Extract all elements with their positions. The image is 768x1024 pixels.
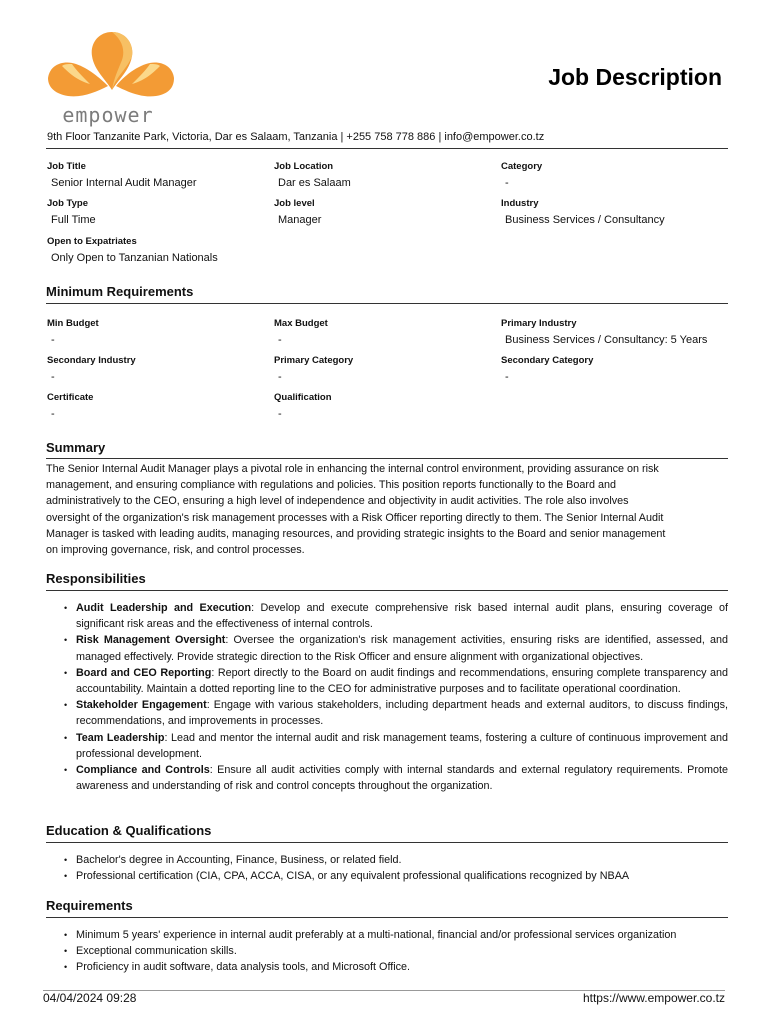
summary-line: Manager is tasked with leading audits, managing resources, and providing strategic insights to the Board and senior management: [46, 527, 666, 540]
minimum-requirements-grid: [46, 318, 728, 428]
field-value: -: [51, 334, 55, 346]
section-heading: Requirements: [46, 898, 133, 913]
field-value: Only Open to Tanzanian Nationals: [51, 252, 218, 264]
section-heading: Education & Qualifications: [46, 823, 212, 838]
field-label: Category: [501, 161, 543, 172]
bullet-icon: •: [64, 855, 68, 865]
min-budget-field: [47, 318, 267, 346]
industry-field: [501, 198, 721, 226]
field-label: Certificate: [47, 392, 94, 403]
divider: [46, 303, 728, 304]
certificate-field: [47, 392, 267, 420]
field-label: Min Budget: [47, 318, 99, 329]
field-value: Business Services / Consultancy: 5 Years: [505, 334, 708, 346]
page-footer: [43, 990, 725, 1005]
bullet-icon: •: [64, 603, 68, 613]
max-budget-field: [274, 318, 494, 346]
list-item: [46, 762, 728, 794]
bullet-icon: •: [64, 765, 68, 776]
field-label: Open to Expatriates: [47, 236, 137, 247]
company-logo: [46, 30, 178, 126]
requirements-section: [46, 898, 728, 913]
bullet-icon: •: [64, 635, 68, 646]
field-value: Business Services / Consultancy: [505, 214, 665, 226]
summary-line: The Senior Internal Audit Manager plays a pivotal role in enhancing the internal control environment, providing assurance on risk: [46, 463, 659, 475]
item-text: Minimum 5 years' experience in internal audit preferably at a multi-national, financial and/or professional services organization: [76, 929, 677, 941]
primary-industry-field: [501, 318, 721, 346]
job-type-field: [47, 198, 267, 226]
job-level-field: [274, 198, 494, 226]
summary-section: [46, 440, 728, 455]
field-label: Industry: [501, 198, 539, 209]
list-item: [46, 943, 728, 959]
item-title: Risk Management Oversight: [76, 634, 226, 647]
bullet-icon: •: [64, 732, 68, 743]
section-heading: Minimum Requirements: [46, 284, 194, 299]
bullet-icon: •: [64, 946, 68, 957]
item-text: Professional certification (CIA, CPA, ACCA, CISA, or any equivalent professional qualifications recognized by NBAA: [76, 870, 630, 883]
qualification-field: [274, 392, 494, 420]
item-text: Bachelor's degree in Accounting, Finance, Business, or related field.: [76, 854, 402, 866]
field-label: Job Title: [47, 161, 86, 172]
page-header: [46, 0, 722, 128]
list-item: [46, 600, 728, 632]
field-value: -: [278, 371, 282, 383]
field-label: Primary Category: [274, 355, 354, 366]
field-value: -: [505, 371, 509, 383]
section-heading: Summary: [46, 440, 106, 455]
job-location-field: [274, 161, 494, 189]
field-label: Job Location: [274, 161, 334, 172]
logo-petals-icon: [46, 30, 178, 102]
item-text: : Engage with various stakeholders, including department heads and external auditors, to discuss findings, recommendations, and improvements in processes.: [76, 699, 728, 728]
field-value: -: [51, 408, 55, 420]
list-item: [46, 927, 728, 943]
item-title: Board and CEO Reporting: [76, 666, 212, 679]
item-text: Proficiency in audit software, data analysis tools, and Microsoft Office.: [76, 961, 411, 974]
bullet-icon: •: [64, 962, 68, 973]
document-page: [46, 0, 729, 974]
list-item: [46, 697, 728, 729]
responsibilities-section: [46, 571, 728, 586]
field-label: Max Budget: [274, 318, 328, 329]
field-value: -: [51, 371, 55, 383]
job-title-field: [47, 161, 267, 189]
item-text: : Oversee the organization's risk management activities, ensuring risks are identified, assessed, and managed effectively. Provide strategic direction to the Risk Officer and ensure alignment with organizational objectives.: [76, 634, 728, 663]
primary-category-field: [274, 355, 494, 383]
field-label: Job level: [274, 198, 315, 209]
minimum-requirements-section: [46, 284, 728, 299]
contact-info: 9th Floor Tanzanite Park, Victoria, Dar es Salaam, Tanzania | +255 758 778 886 | info@empower.co.tz: [47, 131, 545, 143]
divider: [46, 458, 728, 459]
item-text: : Ensure all audit activities comply with internal standards and external regulatory requirements. Promote awareness and understanding of risk and control concepts throughout the organization.: [76, 764, 728, 793]
print-datetime: 04/04/2024 09:28: [43, 991, 137, 1005]
section-heading: Responsibilities: [46, 571, 146, 586]
divider: [46, 590, 728, 591]
list-item: [46, 852, 728, 868]
education-list: [46, 852, 728, 884]
item-text: Exceptional communication skills.: [76, 945, 237, 958]
job-info-section: [46, 161, 728, 271]
summary-line: on improving governance, risk, and control processes.: [46, 544, 305, 557]
website-link[interactable]: https://www.empower.co.tz: [582, 991, 725, 1005]
field-value: -: [278, 334, 282, 346]
logo-wordmark: empower: [62, 103, 154, 127]
page-title: Job Description: [548, 64, 722, 90]
requirements-list: [46, 927, 728, 976]
secondary-category-field: [501, 355, 721, 383]
category-field: [501, 161, 721, 189]
field-value: Dar es Salaam: [278, 177, 351, 189]
responsibilities-list: [46, 600, 728, 794]
summary-text: [46, 461, 728, 558]
item-title: Team Leadership: [76, 731, 165, 744]
summary-line: administratively to the CEO, ensuring a high level of independence and objectivity in audit activities. The role also involves: [46, 495, 629, 508]
item-title: Compliance and Controls: [76, 764, 210, 777]
field-value: -: [278, 408, 282, 420]
summary-line: management, and ensuring compliance with regulations and policies. This position reports functionally to the Board and: [46, 479, 616, 492]
secondary-industry-field: [47, 355, 267, 383]
expatriates-field: [47, 236, 267, 264]
bullet-icon: •: [64, 700, 68, 711]
list-item: [46, 730, 728, 762]
bullet-icon: •: [64, 667, 68, 678]
field-value: -: [505, 177, 509, 189]
list-item: [46, 959, 728, 975]
field-label: Secondary Industry: [47, 355, 136, 366]
item-text: : Report directly to the Board on audit findings and recommendations, ensuring complete transparency and accountability. Maintain a dotted reporting line to the CEO for administrative purposes and to facilitate operational coordination.: [76, 666, 729, 696]
field-label: Job Type: [47, 198, 88, 209]
item-text: : Develop and execute comprehensive risk based internal audit plans, ensuring coverage of significant risk areas and the effectiveness of internal controls.: [76, 602, 728, 631]
item-text: : Lead and mentor the internal audit and risk management teams, fostering a culture of continuous improvement and professional development.: [76, 731, 728, 760]
item-title: Stakeholder Engagement: [76, 699, 207, 712]
list-item: [46, 632, 728, 664]
field-label: Primary Industry: [501, 318, 577, 329]
bullet-icon: •: [64, 930, 68, 940]
divider: [46, 842, 728, 843]
bullet-icon: •: [64, 871, 68, 882]
summary-line: oversight of the organization's risk management processes with a Risk Officer reporting directly to them. The Senior Internal Audit: [46, 511, 664, 524]
item-title: Audit Leadership and Execution: [76, 602, 252, 614]
divider: [46, 148, 728, 149]
list-item: [46, 665, 728, 697]
field-value: Full Time: [51, 214, 96, 226]
field-label: Qualification: [274, 392, 332, 403]
divider: [46, 917, 728, 918]
field-value: Senior Internal Audit Manager: [51, 177, 197, 189]
field-label: Secondary Category: [501, 355, 594, 366]
field-value: Manager: [278, 214, 322, 226]
education-section: [46, 823, 728, 838]
list-item: [46, 868, 728, 884]
